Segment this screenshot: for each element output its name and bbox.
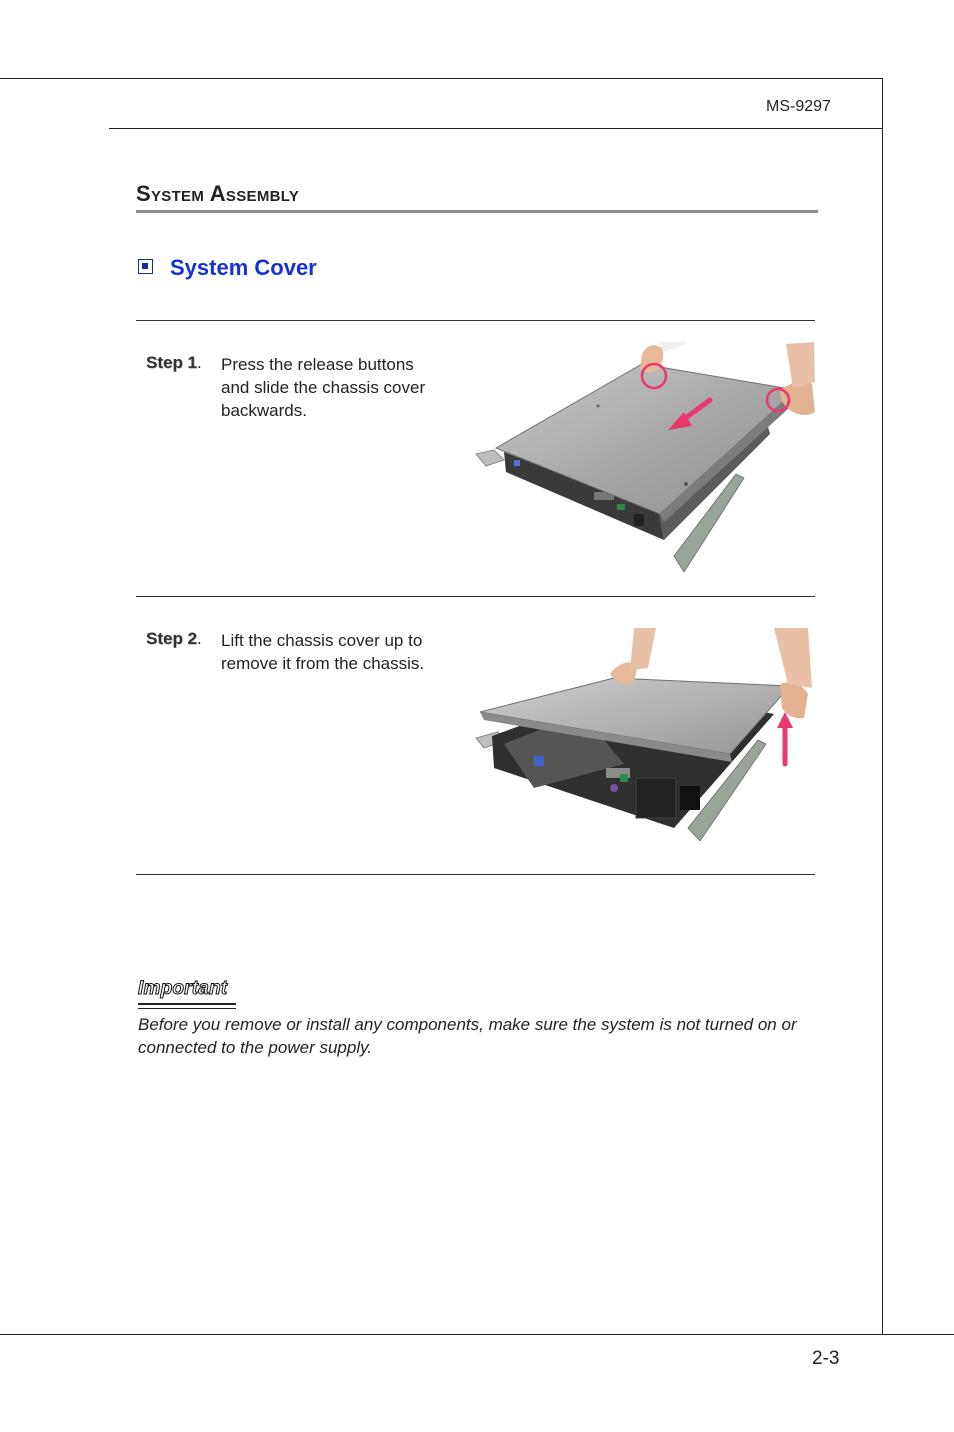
important-text: Before you remove or install any components, make sure the system is not turned on or connected to the power supply. (138, 1015, 797, 1057)
step-text-line: and slide the chassis cover (221, 378, 426, 397)
step-1-photo (474, 342, 815, 574)
section-rule (136, 210, 818, 213)
step-text-line: Lift the chassis cover up to (221, 631, 423, 650)
section-title: System Assembly (136, 181, 300, 206)
right-border-line (882, 78, 883, 1335)
important-label: Important (138, 978, 228, 999)
step-separator: . (197, 353, 202, 372)
important-rule (138, 1003, 236, 1005)
bottom-border-line (0, 1334, 954, 1335)
page-number: 2-3 (812, 1348, 840, 1369)
step-1-heading (146, 353, 202, 373)
header-rule (109, 128, 883, 129)
step-divider (136, 874, 815, 875)
step-2-photo (474, 628, 813, 841)
step-divider (136, 596, 815, 597)
step-label: Step 2 (146, 629, 198, 648)
model-number: MS-9297 (766, 98, 831, 115)
subsection-title: System Cover (170, 255, 317, 280)
step-label: Step 1 (146, 353, 198, 372)
step-2-heading (146, 629, 202, 649)
step-text-line: backwards. (221, 401, 307, 420)
step-divider (136, 320, 815, 321)
square-bullet-icon (138, 259, 153, 274)
step-text-line: remove it from the chassis. (221, 654, 425, 673)
step-2-text (221, 629, 461, 675)
top-border-line (0, 78, 883, 79)
step-1-text (221, 353, 461, 422)
important-rule (138, 1008, 236, 1009)
step-text-line: Press the release buttons (221, 355, 414, 374)
step-separator: . (197, 629, 202, 648)
